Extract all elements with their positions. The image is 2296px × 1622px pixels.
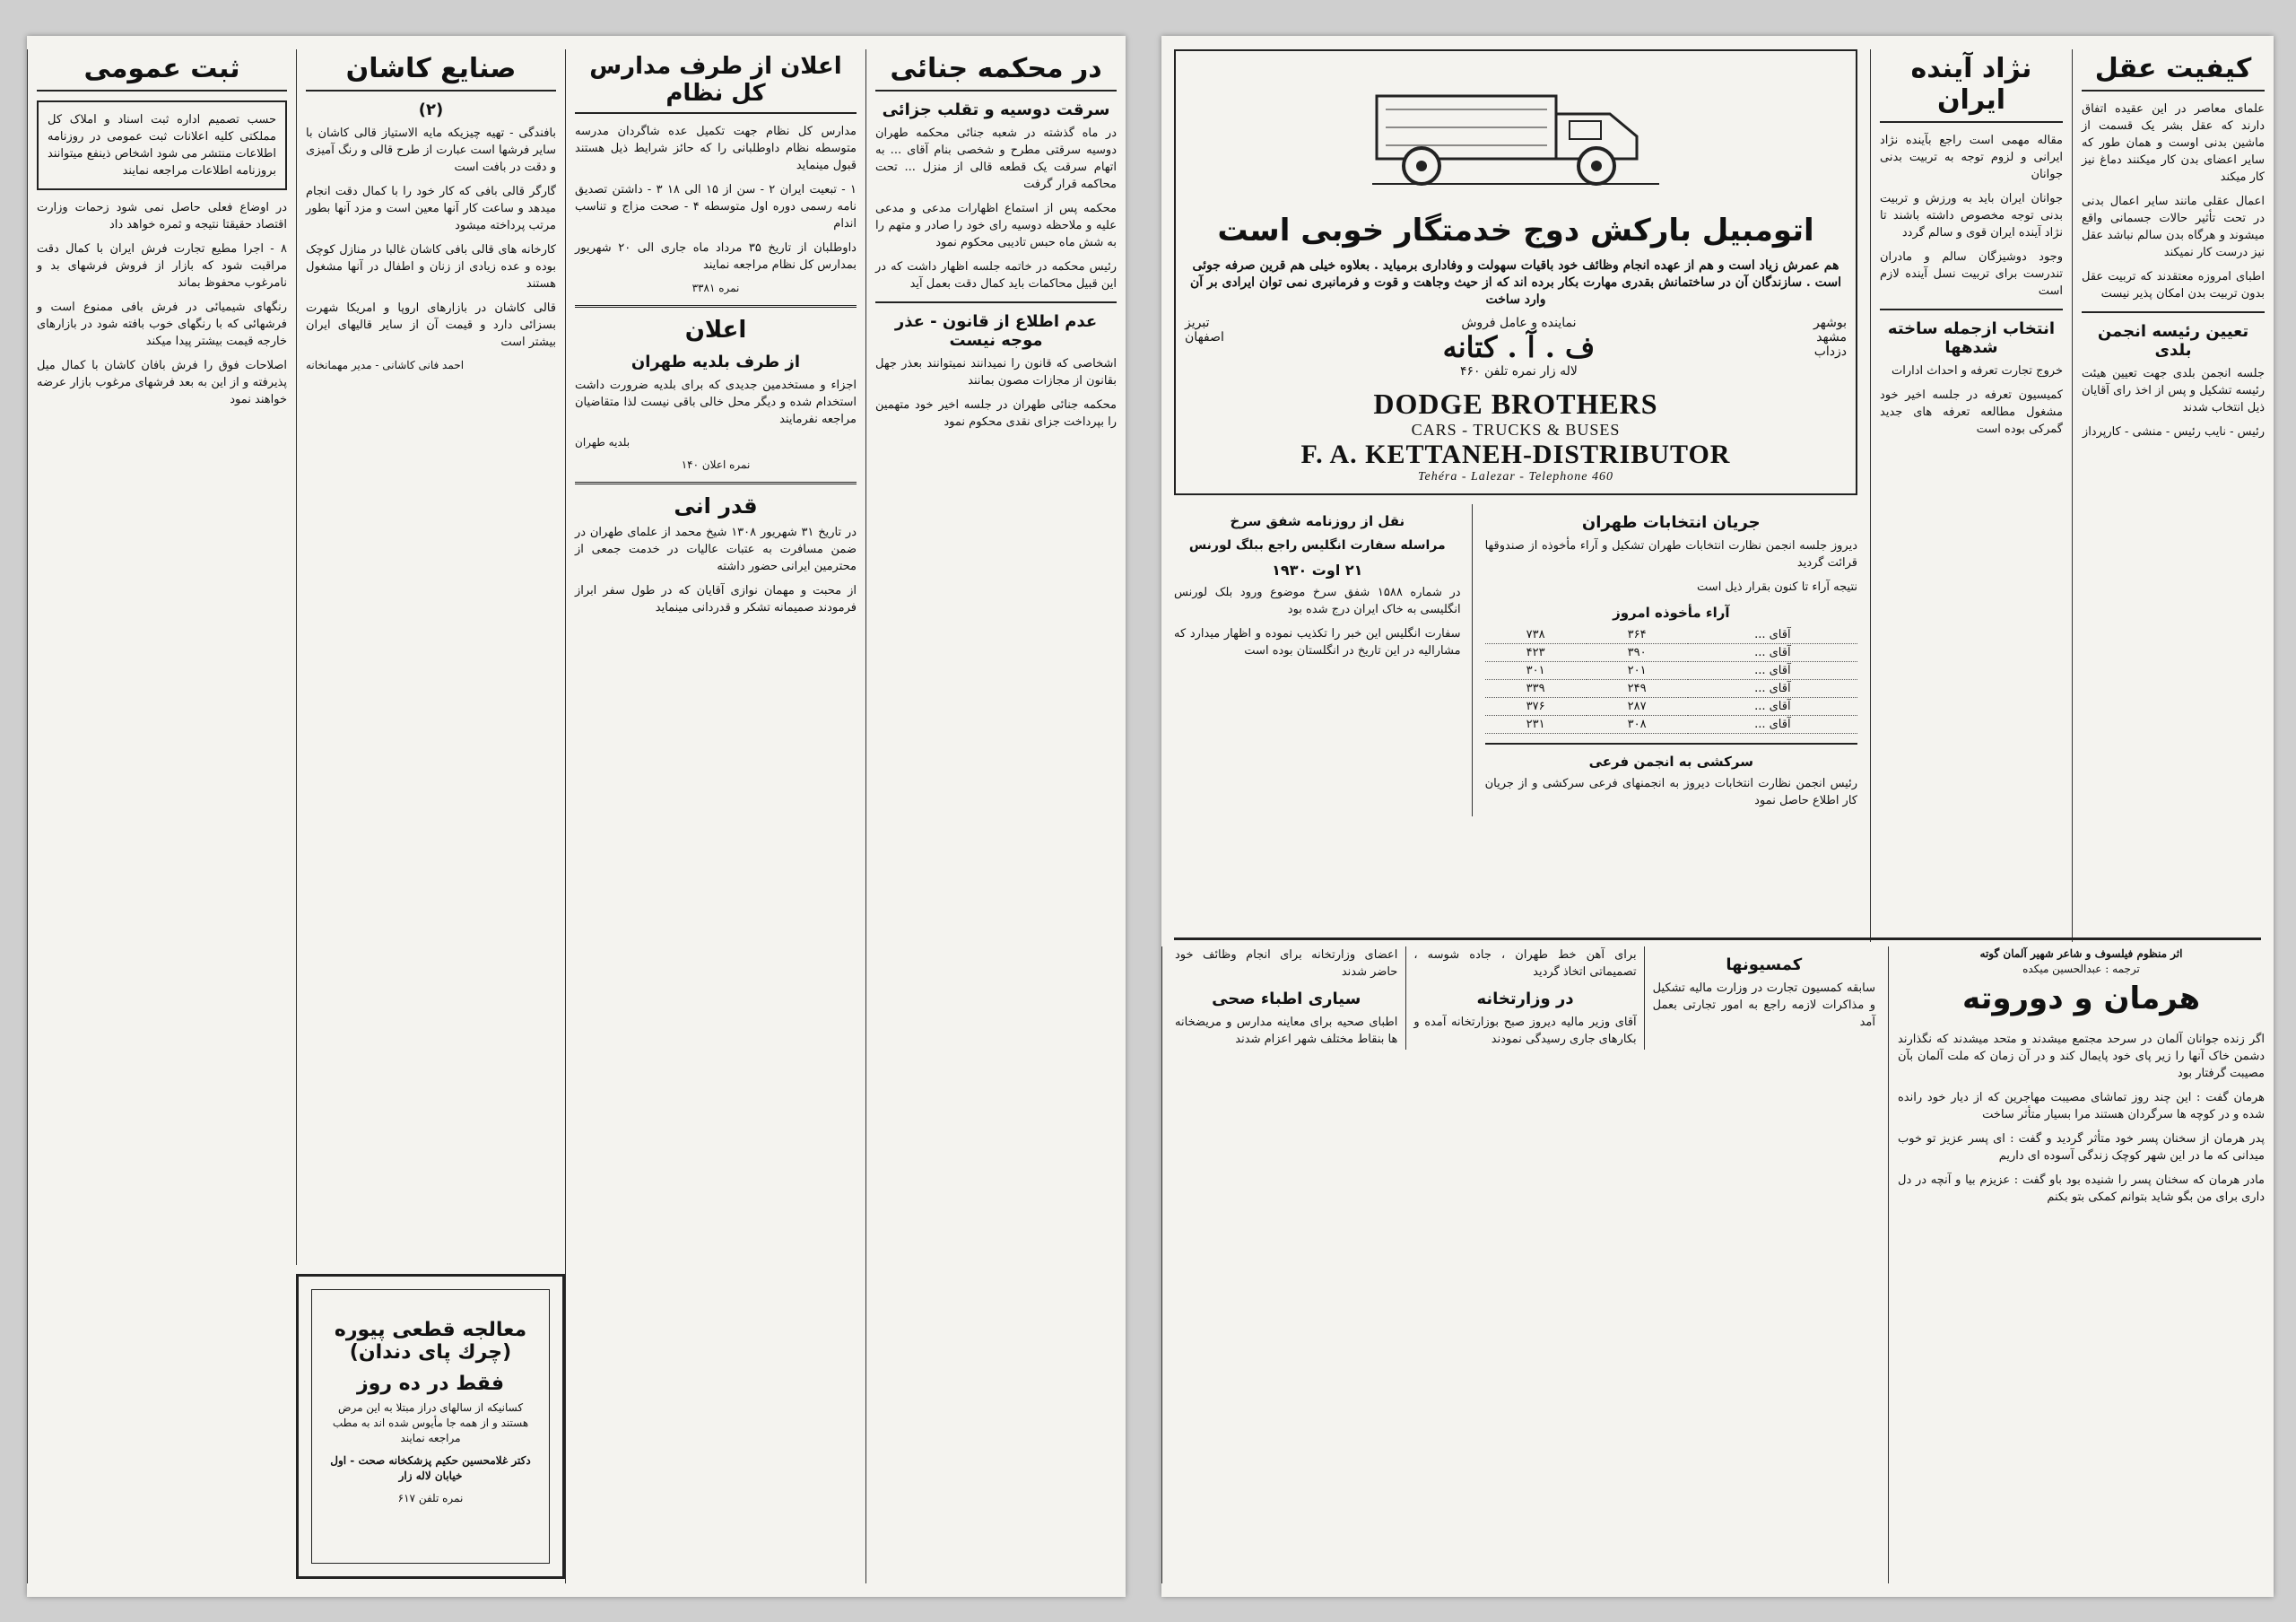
section-divider xyxy=(1174,937,2261,940)
paragraph: مقاله مهمی است راجع بآینده نژاد ایرانی و لزوم توجه به تربیت بدنی جوانان xyxy=(1880,134,2063,181)
paragraph: دیروز جلسه انجمن نظارت انتخابات طهران تشکیل و آراء مأخوذه از صندوقها قرائت گردید xyxy=(1484,539,1857,570)
divider xyxy=(575,482,857,484)
column-subheading: (۲) xyxy=(418,100,444,119)
paragraph: نتیجه آراء تا کنون بقرار ذیل است xyxy=(1697,580,1857,594)
notice-number: نمره اعلان ۱۴۰ xyxy=(681,458,751,471)
branch: مشهد xyxy=(1816,330,1847,344)
story-translator: ترجمه : عبدالحسین میکده xyxy=(2022,963,2140,975)
table-cell: ۷۳۸ xyxy=(1485,626,1587,644)
table-row xyxy=(1485,698,1857,716)
paragraph: کارخانه های قالی بافی کاشان غالبا در منازل کوچک بوده و عده زیادی از زنان و اطفال در آنها مشغول هستند xyxy=(306,243,556,291)
table-cell: ۲۳۱ xyxy=(1485,716,1587,734)
votes-table xyxy=(1485,626,1857,734)
branch: تبریز xyxy=(1185,316,1210,330)
table-row xyxy=(1485,626,1857,644)
paragraph: قالی کاشان در بازارهای اروپا و امریکا شهرت بسزائی دارد و قیمت آن از سایر قالیهای ایران بیشتر است xyxy=(306,301,556,349)
paragraph: در اوضاع فعلی حاصل نمی شود زحمات وزارت اقتصاد حقیقتا نتیجه و ثمره خواهد داد xyxy=(37,201,287,231)
news-heading: جریان انتخابات طهران xyxy=(1581,513,1761,532)
column-subheading: سیاری اطباء صحی xyxy=(1212,990,1361,1008)
hermann-dorothea-story xyxy=(1888,946,2274,1583)
paragraph: اعمال عقلی مانند سایر اعمال بدنی در تحت تأثیر حالات جسمانی واقع میشوند و هرگاه بدن سالم نباشد عقل نیز درست کار نمیکند xyxy=(2082,195,2265,259)
table-cell: آقای ... xyxy=(1688,716,1857,734)
divider xyxy=(2082,311,2265,313)
paragraph: اگر زنده جوانان آلمان در سرحد مجتمع میشدند و متحد میشدند که نگذارند دشمن خاک آنها را زیر پای خود پایمال کند و در آن زمان که ملت آلمان بآن مصیبت گرفتار بود xyxy=(1898,1033,2265,1080)
column-heading: ثبت عمومی xyxy=(37,53,287,92)
paragraph: اعضای وزارتخانه برای انجام وظائف خود حاضر شدند xyxy=(1175,948,1398,979)
paragraph: اشخاصی که قانون را نمیدانند نمیتوانند بعذر جهل بقانون از مجازات مصون بمانند xyxy=(875,357,1117,388)
divider xyxy=(875,301,1117,303)
paragraph: آقای وزیر مالیه دیروز صبح بوزارتخانه آمده و بکارهای جاری رسیدگی نمودند xyxy=(1413,1016,1637,1046)
table-cell: ۴۲۳ xyxy=(1485,644,1587,662)
paragraph: مادر هرمان که سخنان پسر را شنیده بود باو گفت : عزیزم بیا و آنچه در دل داری برای من بگو شاید بتوانم کمکی بتو بکنم xyxy=(1898,1173,2265,1204)
shafaq-news xyxy=(1174,504,1473,816)
ad-phone: نمره تلفن ۶۱۷ xyxy=(397,1492,464,1504)
paragraph: داوطلبان از تاریخ ۳۵ مرداد ماه جاری الی ۲۰ شهریور بمدارس کل نظام مراجعه نمایند xyxy=(575,241,857,272)
ad-body: هم عمرش زیاد است و هم از عهده انجام وظائف خود باقیات سهولت و وفاداری برمیاید . بعلاوه خیلی هم قرین صرفه جوئی است . سازندگان آن در ساختمانش بقدری مهارت بکار برده اند که از حیث وجاهت و قوت و فرمانبری نمی توان ایرادی بر آن وارد ساخت xyxy=(1189,258,1842,307)
agent-address: لاله زار نمره تلفن ۴۶۰ xyxy=(1459,364,1578,379)
ad-title: معالجه قطعی پیوره (چرك پای دندان) xyxy=(334,1319,527,1364)
column-future-iranian-race xyxy=(1870,49,2072,942)
branch: دزداب xyxy=(1813,344,1847,359)
commissions-flow xyxy=(1175,946,1875,1050)
table-cell: ۲۸۷ xyxy=(1587,698,1688,716)
column-public-registration xyxy=(27,49,296,1583)
paragraph: ۱ - تبعیت ایران ۲ - سن از ۱۵ الی ۱۸ ۳ - داشتن تصدیق نامه رسمی دوره اول متوسطه ۴ - صحت مزاج و تناسب اندام xyxy=(575,183,857,231)
column-military-schools-notice xyxy=(565,49,865,1583)
paragraph: اطبای امروزه معتقدند که تربیت عقل بدون تربیت بدن امکان پذیر نیست xyxy=(2082,270,2265,301)
table-cell: آقای ... xyxy=(1688,662,1857,680)
paragraph: برای آهن خط طهران ، جاده شوسه ، تصمیماتی اتخاذ گردید xyxy=(1413,948,1637,979)
paragraph: مدارس کل نظام جهت تکمیل عده شاگردان مدرسه متوسطه نظام داوطلبانی را که حائز شرایط ذیل هستند قبول مینماید xyxy=(575,125,857,172)
election-news-area xyxy=(1174,504,1857,816)
divider xyxy=(1485,743,1857,745)
paragraph: رئیس محکمه در خاتمه جلسه اظهار داشت که در این قبیل محاکمات باید کمال دقت بعمل آید xyxy=(875,260,1117,291)
paragraph: محکمه پس از استماع اظهارات مدعی و مدعی علیه و ملاحظه دوسیه رای خود را صادر و متهم را به شش ماه حبس تادیبی محکوم نمود xyxy=(875,202,1117,249)
column-subheading: تعیین رئیسه انجمن بلدی xyxy=(2097,322,2249,360)
paragraph: جوانان ایران باید به ورزش و تربیت بدنی توجه مخصوص داشته باشند تا نژاد آینده ایران قوی و سالم گردد xyxy=(1880,192,2063,240)
column-subheading: عدم اطلاع از قانون - عذر موجه نیست xyxy=(894,312,1098,350)
ad-headline: اتومبیل بارکش دوج خدمتگار خوبی است xyxy=(1217,213,1814,249)
paragraph: رئیس انجمن نظارت انتخابات دیروز به انجمنهای فرعی سرکشی و از جریان کار اطلاع حاصل نمود xyxy=(1484,777,1857,807)
side-date: ۲۱ اوت ۱۹۳۰ xyxy=(1272,562,1363,579)
agent-name: ف . آ . کتانه xyxy=(1442,330,1596,364)
table-cell: آقای ... xyxy=(1688,698,1857,716)
table-row xyxy=(1485,662,1857,680)
table-row xyxy=(1485,716,1857,734)
ad-agent-row xyxy=(1185,316,1847,379)
notice-number: نمره ۳۳۸۱ xyxy=(691,282,740,294)
election-news xyxy=(1485,504,1857,816)
ad-branches-extra xyxy=(1185,316,1224,379)
column-subheading: انتخاب ازجمله ساخته شدهها xyxy=(1887,319,2056,357)
story-heading: هرمان و دوروته xyxy=(1961,981,2201,1016)
ad-subtitle: فقط در ده روز xyxy=(356,1373,504,1395)
truck-illustration-icon xyxy=(1368,60,1664,195)
table-cell: ۲۴۹ xyxy=(1587,680,1688,698)
column-subheading: سرقت دوسیه و تقلب جزائی xyxy=(882,100,1110,119)
paragraph: در تاریخ ۳۱ شهریور ۱۳۰۸ شیخ محمد از علمای طهران در ضمن مسافرت به عتبات عالیات در خدمت جمعی از محترمین ایرانی حضور داشته xyxy=(575,526,857,573)
table-cell: ۳۶۴ xyxy=(1587,626,1688,644)
dodge-ad-and-news xyxy=(1161,49,1870,942)
story-credit: اثر منظوم فیلسوف و شاعر شهیر آلمان گوته xyxy=(1979,947,2183,960)
notice-heading: اعلان xyxy=(684,317,747,344)
table-row xyxy=(1485,644,1857,662)
agent-label: نماینده و عامل فروش xyxy=(1461,316,1577,330)
table-heading: آراء مأخوذه امروز xyxy=(1613,605,1730,621)
column-criminal-court xyxy=(865,49,1126,1583)
right-page xyxy=(1161,36,2274,1597)
branch: بوشهر xyxy=(1813,316,1847,330)
paragraph: از محبت و مهمان نوازی آقایان که در طول سفر ابراز فرمودند صمیمانه تشکر و قدردانی مینماید xyxy=(575,584,857,615)
column-heading: اعلان از طرف مدارس کل نظام xyxy=(575,53,857,114)
dodge-line: CARS - TRUCKS & BUSES xyxy=(1411,421,1621,439)
dodge-location: Tehéra - Lalezar - Telephone 460 xyxy=(1417,470,1614,484)
notice-subheading: از طرف بلدیه طهران xyxy=(631,353,801,371)
paragraph: در ماه گذشته در شعبه جنائی محکمه طهران دوسیه سرقتی مطرح و شخصی بنام آقای ... به اتهام سرقت یک قطعه قالی از منزل ... تحت محاکمه قرار گرفت xyxy=(875,126,1117,191)
column-subheading: در وزارتخانه xyxy=(1476,990,1574,1008)
table-row xyxy=(1485,680,1857,698)
dodge-distributor: F. A. KETTANEH-DISTRIBUTOR xyxy=(1300,440,1731,469)
divider xyxy=(575,305,857,308)
column-heading: صنایع کاشان xyxy=(306,53,556,92)
paragraph: جلسه انجمن بلدی جهت تعیین هیئت رئیسه تشکیل و پس از اخذ رای آقایان ذیل انتخاب شدند xyxy=(2082,367,2265,414)
pyorrhea-treatment-ad xyxy=(296,1274,565,1579)
dodge-brand: DODGE BROTHERS xyxy=(1373,388,1658,420)
side-heading: نقل از روزنامه شفق سرخ xyxy=(1230,513,1405,529)
paragraph: هرمان گفت : این چند روز تماشای مصیبت مهاجرین که از دیار خود رانده شده و در کوچه ها سرگردان هستند مرا بسیار متأثر ساخت xyxy=(1898,1091,2265,1121)
column-subheading: کمسیونها xyxy=(1726,955,1803,974)
paragraph: رئیس - نایب رئیس - منشی - کارپرداز xyxy=(2082,425,2265,439)
paragraph: اطبای صحیه برای معاینه مدارس و مریضخانه ها بنقاط مختلف شهر اعزام شدند xyxy=(1175,1016,1398,1046)
table-cell: آقای ... xyxy=(1688,644,1857,662)
paragraph: پدر هرمان از سخنان پسر خود متأثر گردید و گفت : ای پسر عزیز تو خوب میدانی که ما در این شهر کوچک زندگی آسوده ای داریم xyxy=(1898,1132,2265,1163)
divider xyxy=(1880,309,2063,310)
paragraph: محکمه جنائی طهران در جلسه اخیر خود متهمین را بپرداخت جزای نقدی محکوم نمود xyxy=(875,398,1117,429)
dodge-truck-ad xyxy=(1174,49,1857,495)
paragraph: اصلاحات فوق را فرش بافان کاشان با کمال میل پذیرفته و از این به بعد فرشهای مرغوب بازار عرضه خواهند نمود xyxy=(37,359,287,406)
paragraph: بافندگی - تهیه چیزیکه مایه الاستیاز قالی کاشان با سایر فرشها است عبارت از طرح قالی و رنگ آمیزی و دقت در بافت است xyxy=(306,126,556,174)
column-kashan-industries xyxy=(296,49,565,1265)
column-commissions xyxy=(1161,946,1888,1583)
table-cell: ۳۷۶ xyxy=(1485,698,1587,716)
paragraph: علمای معاصر در این عقیده اتفاق دارند که عقل بشر یک قسمت از ماشین بدنی اوست و همان طور که سایر اعضای بدن کار میکنند دماغ نیز کار میکند xyxy=(2082,102,2265,184)
table-cell: آقای ... xyxy=(1688,626,1857,644)
table-cell: ۳۰۱ xyxy=(1485,662,1587,680)
news-heading: سرکشی به انجمن فرعی xyxy=(1588,754,1753,770)
paragraph: اجزاء و مستخدمین جدیدی که برای بلدیه ضرورت داشت استخدام شده و دیگر محل خالی باقی نیست لذا متقاضیان مراجعه نفرمایند xyxy=(575,379,857,426)
table-cell: ۳۰۸ xyxy=(1587,716,1688,734)
paragraph: سابقه کمسیون تجارت در وزارت مالیه تشکیل و مذاکرات لازمه راجع به امور تجارتی بعمل آمد xyxy=(1652,981,1875,1029)
column-heading: کیفیت عقل xyxy=(2082,53,2265,92)
ad-doctor: دکتر غلامحسین حکیم پزشکخانه صحت - اول خیابان لاله زار xyxy=(330,1454,531,1482)
branch: اصفهان xyxy=(1185,330,1224,344)
paragraph: ۸ - اجرا مطیع تجارت فرش ایران با کمال دقت مراقبت شود که بازار از فروش فرشهای بد و نامرغوب محفوظ بماند xyxy=(37,242,287,290)
column-nature-of-mind xyxy=(2072,49,2274,942)
table-cell: ۳۹۰ xyxy=(1587,644,1688,662)
paragraph: حسب تصمیم اداره ثبت اسناد و املاک کل مملکتی کلیه اعلانات ثبت عمومی در روزنامه اطلاعات منتشر می شود اشخاص ذینفع میتوانند بروزنامه اطلاعات مراجعه نمایند xyxy=(37,100,287,190)
notice-sign: بلدیه طهران xyxy=(575,436,631,449)
column-heading: در محکمه جنائی xyxy=(875,53,1117,92)
ad-branches xyxy=(1813,316,1847,379)
signature: احمد فانی کاشانی - مدیر مهمانخانه xyxy=(306,359,465,371)
table-cell: ۳۳۹ xyxy=(1485,680,1587,698)
paragraph: رنگهای شیمیائی در فرش بافی ممنوع است و فرشهائی که با رنگهای خوب بافته شود در بازارهای خارجه قیمت بیشتر پیدا میکند xyxy=(37,301,287,348)
table-cell: آقای ... xyxy=(1688,680,1857,698)
paragraph: سفارت انگلیس این خبر را تکذیب نموده و اظهار میدارد که مشارالیه در این تاریخ در انگلستان بوده است xyxy=(1174,627,1461,658)
column-heading: نژاد آینده ایران xyxy=(1880,53,2063,123)
ad-body: کسانیکه از سالهای دراز مبتلا به این مرض هستند و از همه جا مأیوس شده اند به مطب مراجعه نمایند xyxy=(332,1401,529,1444)
paragraph: گارگر قالی بافی که کار خود را با کمال دقت انجام میدهد و ساعت کار آنها معین است و مزد آنها بطور مرتب پرداخته میشود xyxy=(306,185,556,232)
paragraph: خروج تجارت تعرفه و احداث ادارات xyxy=(1891,364,2063,378)
ad-agent xyxy=(1443,316,1596,379)
paragraph: کمیسیون تعرفه در جلسه اخیر خود مشغول مطالعه تعرفه های جدید گمرکی بوده است xyxy=(1880,388,2063,436)
paragraph: در شماره ۱۵۸۸ شفق سرخ موضوع ورود بلک لورنس انگلیسی به خاک ایران درج شده بود xyxy=(1174,586,1461,616)
side-subheading: مراسله سفارت انگلیس راجع ببلگ لورنس xyxy=(1188,538,1446,553)
left-page xyxy=(27,36,1126,1597)
ad-inner-frame xyxy=(311,1289,550,1564)
table-cell: ۲۰۱ xyxy=(1587,662,1688,680)
article-heading: قدر انی xyxy=(674,493,758,519)
paragraph: وجود دوشیزگان سالم و مادران تندرست برای تربیت نسل آینده لازم است xyxy=(1880,250,2063,298)
